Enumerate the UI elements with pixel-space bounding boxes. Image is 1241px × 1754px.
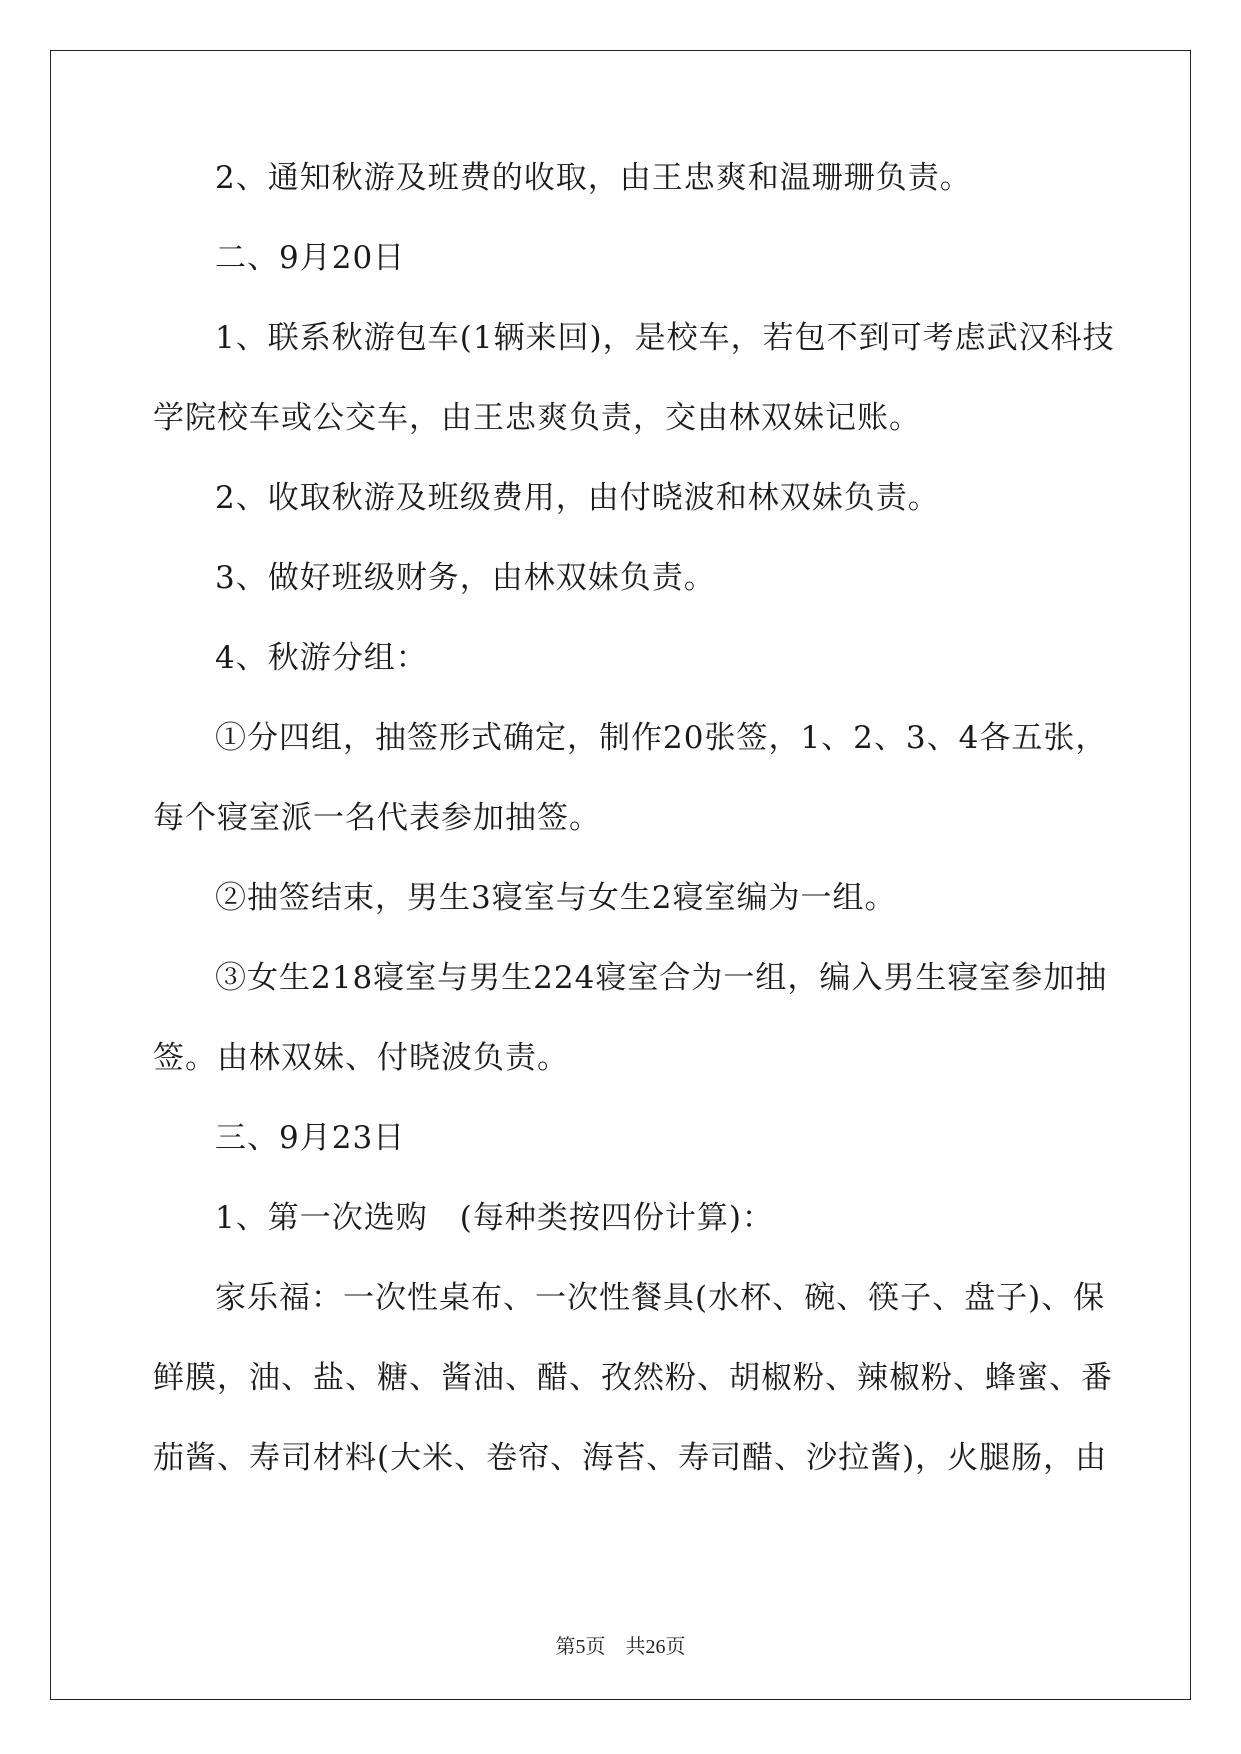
section-heading: 二、9月20日 [215, 240, 406, 276]
paragraph: ③女生218寝室与男生224寝室合为一组，编入男生寝室参加抽 [215, 960, 1108, 996]
paragraph: 1、第一次选购 (每种类按四份计算)： [215, 1200, 774, 1236]
paragraph: 1、联系秋游包车(1辆来回)，是校车，若包不到可考虑武汉科技 [215, 320, 1115, 356]
paragraph: 2、收取秋游及班级费用，由付晓波和林双妹负责。 [215, 480, 940, 516]
paragraph-continuation: 鲜膜，油、盐、糖、酱油、醋、孜然粉、胡椒粉、辣椒粉、蜂蜜、番 [153, 1360, 1113, 1396]
paragraph: 2、通知秋游及班费的收取，由王忠爽和温珊珊负责。 [215, 160, 972, 196]
page-number: 第5页 共26页 [555, 1636, 686, 1658]
document-body [153, 158, 1115, 1478]
paragraph-continuation: 签。由林双妹、付晓波负责。 [153, 1040, 569, 1076]
page-footer [0, 1630, 1241, 1659]
paragraph: ②抽签结束，男生3寝室与女生2寝室编为一组。 [215, 880, 897, 916]
paragraph: 3、做好班级财务，由林双妹负责。 [215, 560, 716, 596]
paragraph-continuation: 学院校车或公交车，由王忠爽负责，交由林双妹记账。 [153, 400, 921, 436]
paragraph: 4、秋游分组： [215, 640, 428, 676]
paragraph-continuation: 茄酱、寿司材料(大米、卷帘、海苔、寿司醋、沙拉酱)，火腿肠，由 [153, 1440, 1108, 1476]
section-heading: 三、9月23日 [215, 1120, 406, 1156]
paragraph-continuation: 每个寝室派一名代表参加抽签。 [153, 800, 601, 836]
paragraph: ①分四组，抽签形式确定，制作20张签，1、2、3、4各五张， [215, 720, 1108, 756]
paragraph: 家乐福：一次性桌布、一次性餐具(水杯、碗、筷子、盘子)、保 [215, 1280, 1106, 1316]
